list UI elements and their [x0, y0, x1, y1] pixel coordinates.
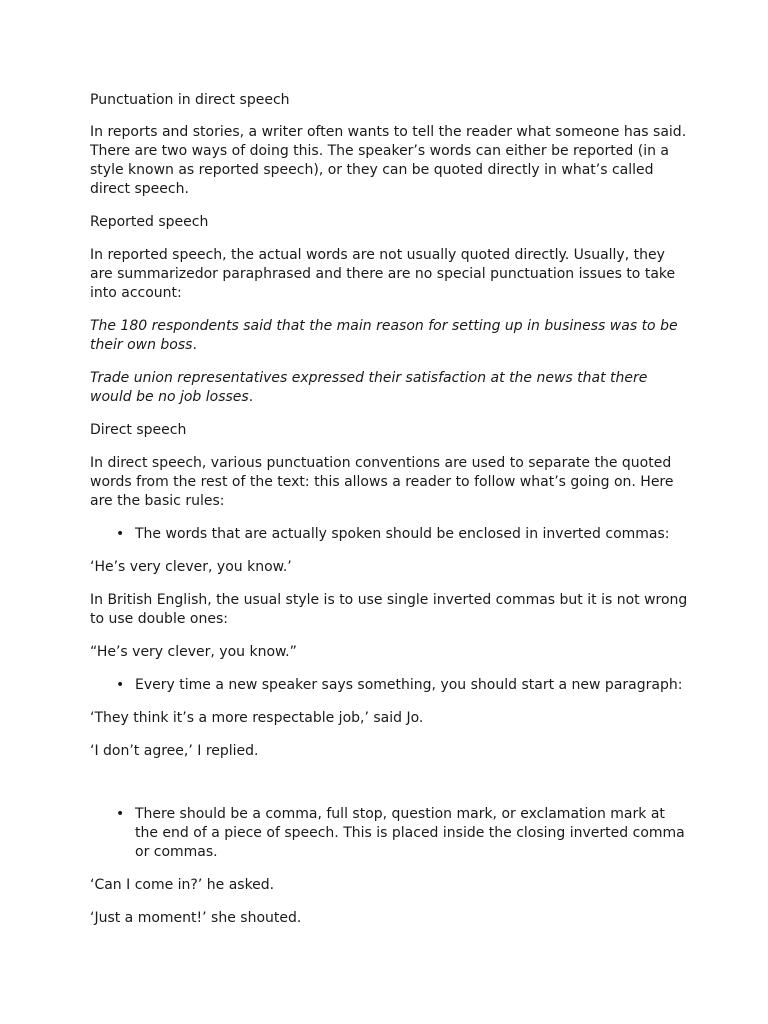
rule-list-1 — [90, 525, 688, 544]
bullet-icon: • — [116, 526, 125, 542]
reported-example-1 — [90, 317, 688, 355]
bullet-icon: • — [116, 677, 125, 693]
rule-item-2 — [116, 676, 688, 695]
rule-list-2 — [90, 676, 688, 695]
reported-speech-heading: Reported speech — [90, 214, 209, 230]
reported-example-2-text: Trade union representatives expressed their satisfaction at the news that there would be no job losses — [90, 370, 648, 405]
rule-item-1-text: The words that are actually spoken should be enclosed in inverted commas: — [135, 526, 670, 542]
blank-space — [90, 775, 688, 805]
example-moment: ‘Just a moment!’ she shouted. — [90, 910, 302, 926]
bullet-icon: • — [116, 806, 125, 822]
direct-speech-paragraph: In direct speech, various punctuation conventions are used to separate the quoted words from the rest of the text: this allows a reader to follow what’s going on. Here are the basic rules: — [90, 455, 674, 509]
example-single-quotes: ‘He’s very clever, you know.’ — [90, 559, 292, 575]
example-disagree: ‘I don’t agree,’ I replied. — [90, 743, 259, 759]
british-english-note: In British English, the usual style is to use single inverted commas but it is not wrong to use double ones: — [90, 592, 688, 627]
intro-paragraph: In reports and stories, a writer often wants to tell the reader what someone has said. There are two ways of doing this. The speaker’s words can either be reported (in a style known as reported speech), or they can be quoted directly in what’s called direct speech. — [90, 124, 687, 197]
direct-speech-heading: Direct speech — [90, 422, 187, 438]
reported-example-2-end: . — [248, 389, 254, 405]
rule-list-3 — [90, 805, 688, 862]
rule-item-3-text: There should be a comma, full stop, question mark, or exclamation mark at the end of a piece of speech. This is placed inside the closing inverted comma or commas. — [135, 806, 685, 860]
reported-speech-paragraph: In reported speech, the actual words are not usually quoted directly. Usually, they are summarizedor paraphrased and there are no special punctuation issues to take into account: — [90, 247, 676, 301]
rule-item-1 — [116, 525, 688, 544]
reported-example-1-end: . — [192, 337, 197, 353]
document-title: Punctuation in direct speech — [90, 92, 290, 108]
example-double-quotes: “He’s very clever, you know.” — [90, 644, 297, 660]
example-jo: ‘They think it’s a more respectable job,’ said Jo. — [90, 710, 424, 726]
reported-example-1-text: The 180 respondents said that the main reason for setting up in business was to be their own boss — [90, 318, 678, 353]
example-come-in: ‘Can I come in?’ he asked. — [90, 877, 275, 893]
rule-item-2-text: Every time a new speaker says something, you should start a new paragraph: — [135, 677, 683, 693]
reported-example-2 — [90, 369, 688, 407]
rule-item-3 — [116, 805, 688, 862]
